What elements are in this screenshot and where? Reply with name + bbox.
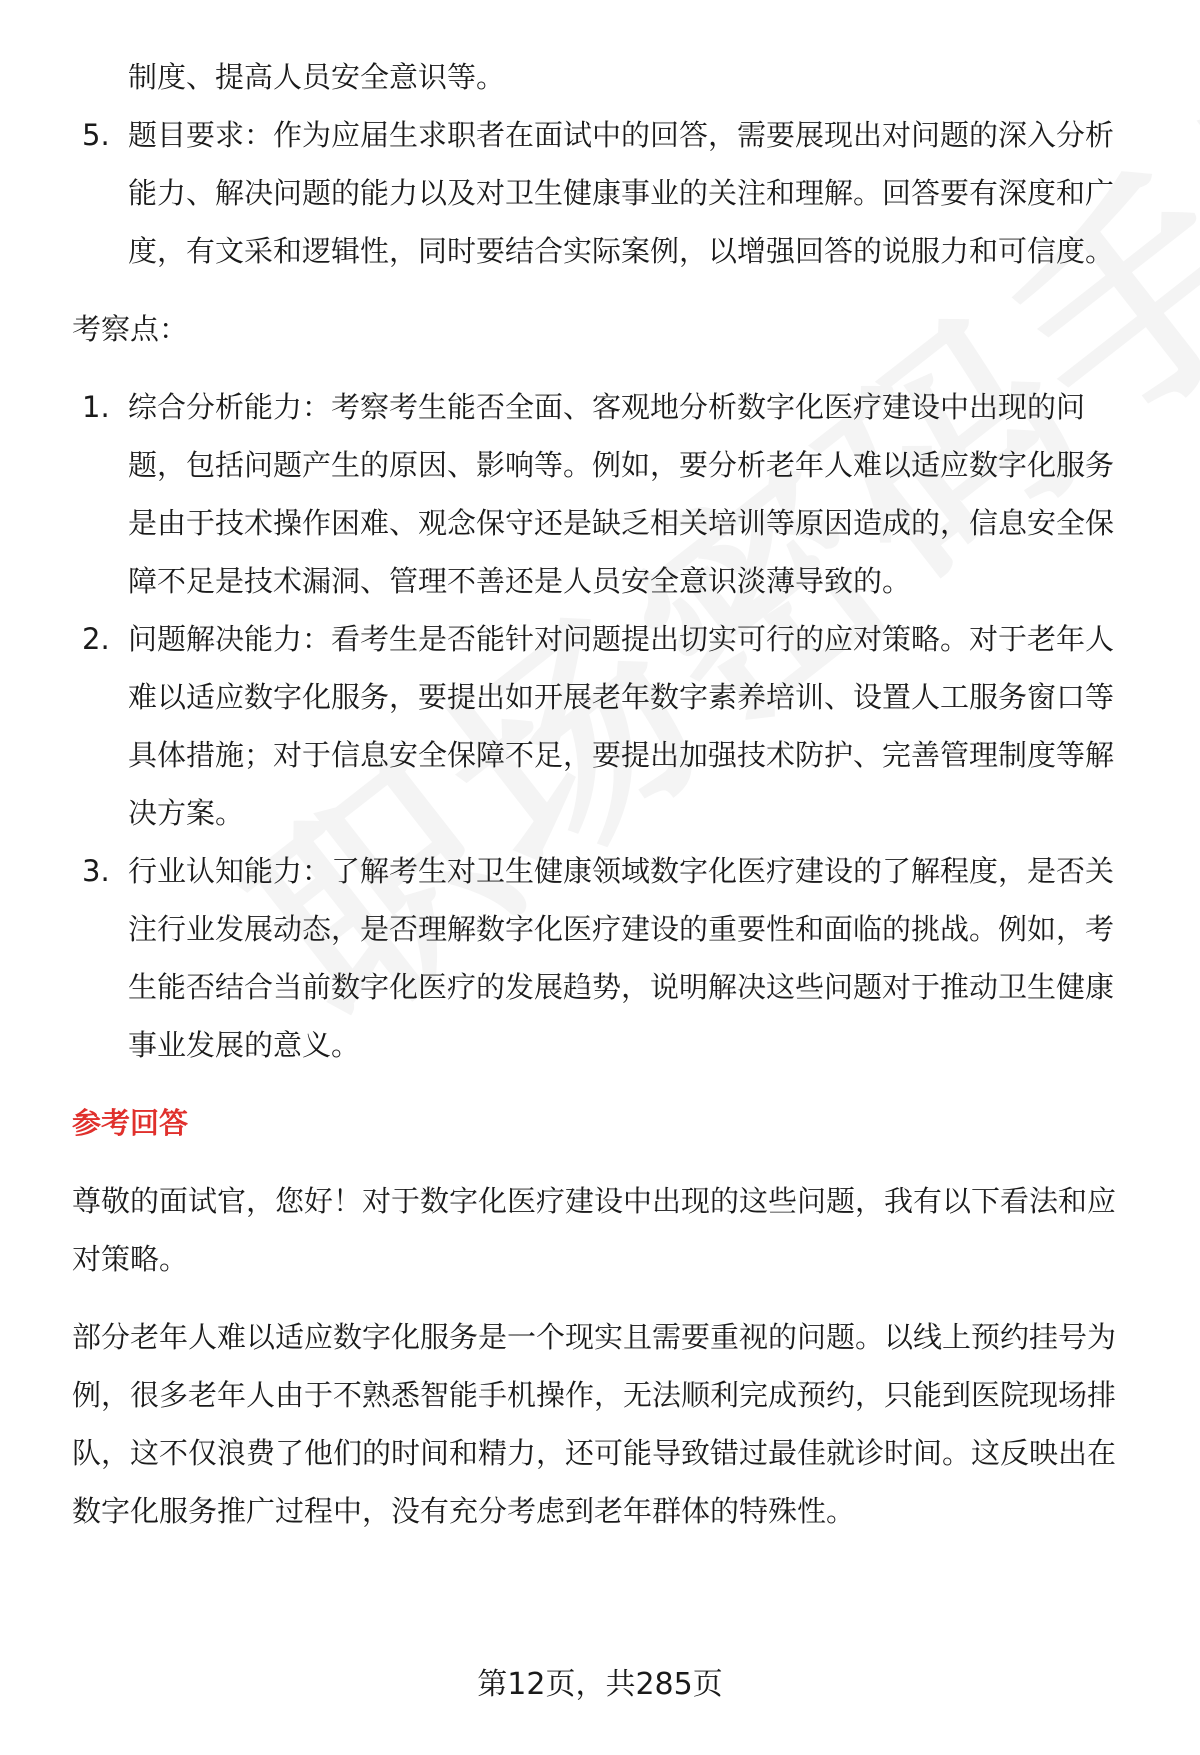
requirement-item-5	[72, 106, 1142, 280]
paragraph-line: 例，很多老年人由于不熟悉智能手机操作，无法顺利完成预约，只能到医院现场排	[72, 1378, 1117, 1412]
answer-paragraph-2	[72, 1308, 1142, 1540]
list-item-line: 是由于技术操作困难、观念保守还是缺乏相关培训等原因造成的，信息安全保	[128, 506, 1115, 540]
inspection-point-3	[72, 842, 1142, 1074]
list-number: 3.	[82, 854, 110, 888]
list-item-line: 综合分析能力：考察考生能否全面、客观地分析数字化医疗建设中出现的问	[128, 390, 1086, 424]
list-item-line: 事业发展的意义。	[128, 1028, 361, 1062]
list-item-line: 题目要求：作为应届生求职者在面试中的回答，需要展现出对问题的深入分析	[128, 118, 1115, 152]
paragraph-line: 队，这不仅浪费了他们的时间和精力，还可能导致错过最佳就诊时间。这反映出在	[72, 1436, 1117, 1470]
page-number-footer: 第12页，共285页	[477, 1667, 723, 1702]
page-content	[72, 48, 1142, 1540]
list-item-line: 注行业发展动态，是否理解数字化医疗建设的重要性和面临的挑战。例如，考	[128, 912, 1115, 946]
list-item-line: 障不足是技术漏洞、管理不善还是人员安全意识淡薄导致的。	[128, 564, 912, 598]
list-number: 1.	[82, 390, 110, 424]
list-item-line: 行业认知能力：了解考生对卫生健康领域数字化医疗建设的了解程度，是否关	[128, 854, 1115, 888]
list-item-line: 具体措施；对于信息安全保障不足，要提出加强技术防护、完善管理制度等解	[128, 738, 1115, 772]
list-item-line: 难以适应数字化服务，要提出如开展老年数字素养培训、设置人工服务窗口等	[128, 680, 1115, 714]
paragraph-line: 尊敬的面试官，您好！对于数字化医疗建设中出现的这些问题，我有以下看法和应	[72, 1184, 1117, 1218]
continued-text-line: 制度、提高人员安全意识等。	[128, 60, 506, 94]
list-item-line: 题，包括问题产生的原因、影响等。例如，要分析老年人难以适应数字化服务	[128, 448, 1115, 482]
paragraph-line: 部分老年人难以适应数字化服务是一个现实且需要重视的问题。以线上预约挂号为	[72, 1320, 1117, 1354]
list-item-line: 度，有文采和逻辑性，同时要结合实际案例，以增强回答的说服力和可信度。	[128, 234, 1115, 268]
inspection-points-label: 考察点：	[72, 312, 189, 346]
list-item-line: 问题解决能力：看考生是否能针对问题提出切实可行的应对策略。对于老年人	[128, 622, 1115, 656]
list-item-line: 决方案。	[128, 796, 245, 830]
list-number: 2.	[82, 622, 110, 656]
answer-paragraph-1	[72, 1172, 1142, 1288]
paragraph-line: 数字化服务推广过程中，没有充分考虑到老年群体的特殊性。	[72, 1494, 856, 1528]
reference-answer-heading: 参考回答	[72, 1106, 189, 1140]
list-item-line: 能力、解决问题的能力以及对卫生健康事业的关注和理解。回答要有深度和广	[128, 176, 1115, 210]
inspection-point-1	[72, 378, 1142, 610]
paragraph-line: 对策略。	[72, 1242, 189, 1276]
inspection-point-2	[72, 610, 1142, 842]
list-number: 5.	[82, 118, 110, 152]
list-item-line: 生能否结合当前数字化医疗的发展趋势，说明解决这些问题对于推动卫生健康	[128, 970, 1115, 1004]
